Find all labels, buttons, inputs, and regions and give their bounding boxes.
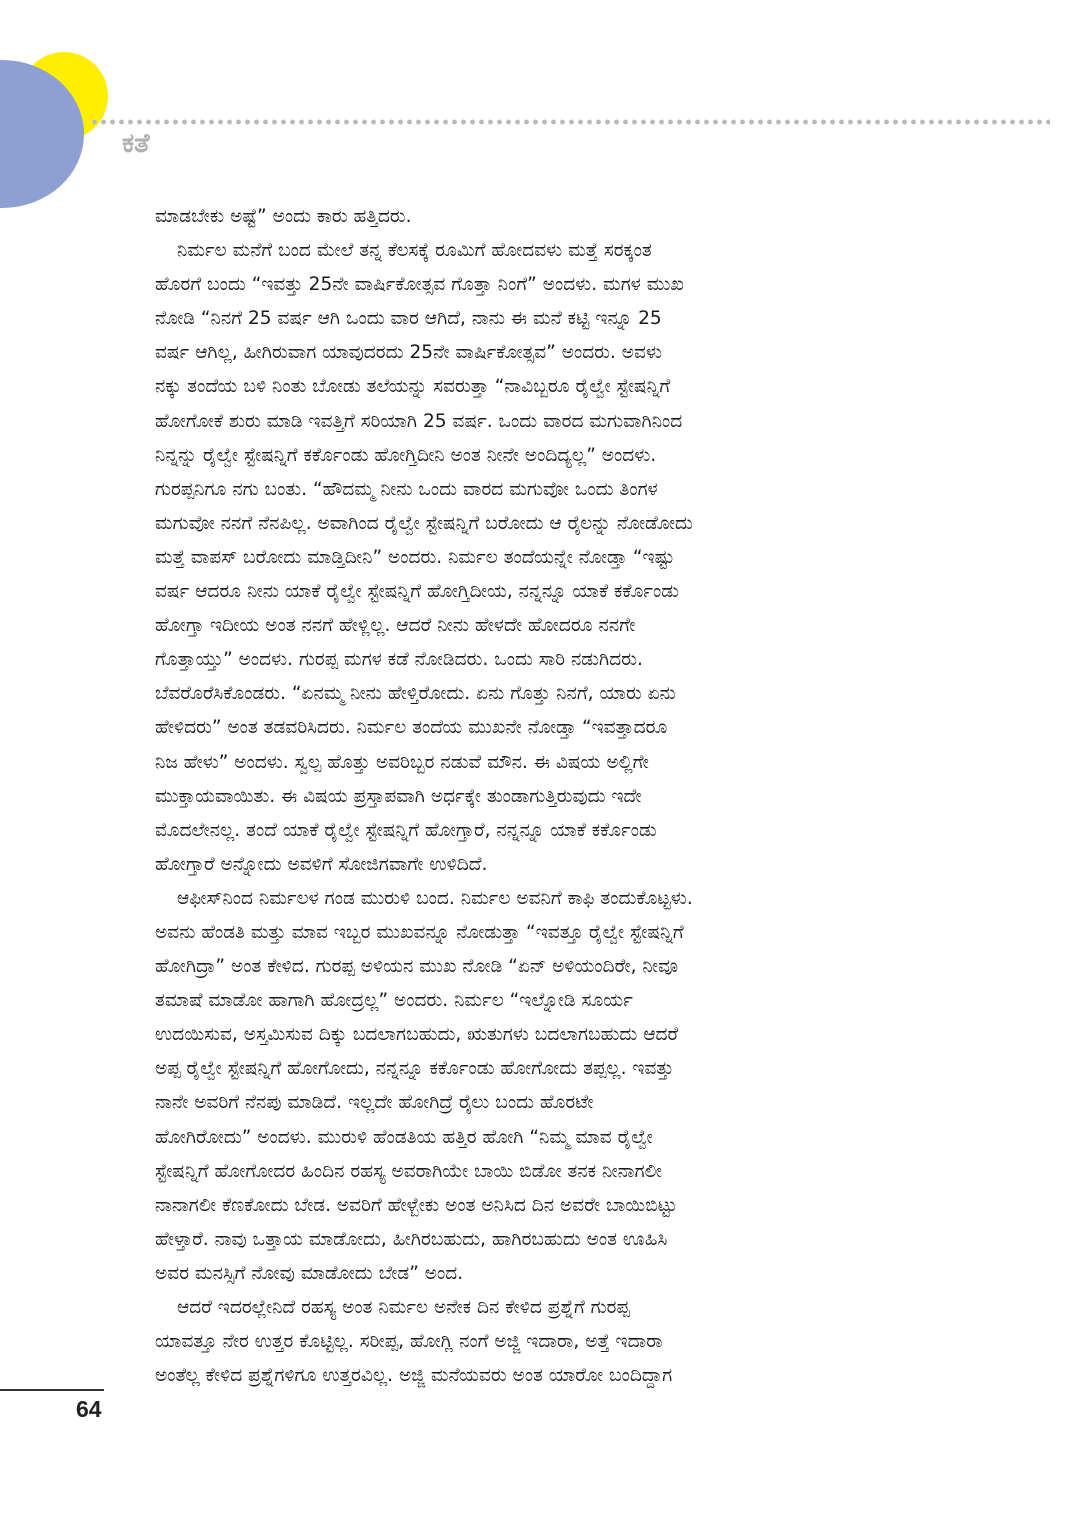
text-line: ನಿರ್ಮಲ ಮನೆಗೆ ಬಂದ ಮೇಲೆ ತನ್ನ ಕೆಲಸಕ್ಕೆ ರೂಮಿಗೆ ಹೋದವಳು ಮತ್ತೆ ಸರಕ್ಕಂತ (177, 240, 652, 262)
text-line: ನಾನೇ ಅವರಿಗೆ ನೆನಪು ಮಾಡಿದೆ. ಇಲ್ಲದೇ ಹೋಗಿದ್ರೆ ರೈಲು ಬಂದು ಹೊರಟೇ (155, 1092, 594, 1114)
text-line: ಅಂತೆಲ್ಲ ಕೇಳಿದ ಪ್ರಶ್ನೆಗಳಿಗೂ ಉತ್ತರವಿಲ್ಲ. ಅಜ್ಜಿ ಮನೆಯವರು ಅಂತ ಯಾರೋ ಬಂದಿದ್ದಾಗ (155, 1365, 673, 1387)
text-line: ಉದಯಿಸುವ, ಅಸ್ತಮಿಸುವ ದಿಕ್ಕು ಬದಲಾಗಬಹುದು, ಋತುಗಳು ಬದಲಾಗಬಹುದು ಆದರೆ (155, 1024, 679, 1046)
story-body (155, 200, 915, 1393)
header-dotted-rule (90, 119, 1050, 125)
text-line: ಹೇಳ್ತಾರೆ. ನಾವು ಒತ್ತಾಯ ಮಾಡೋದು, ಹೀಗಿರಬಹುದು, ಹಾಗಿರಬಹುದು ಅಂತ ಊಹಿಸಿ (155, 1228, 668, 1250)
text-line: ಮತ್ತೆ ವಾಪಸ್ ಬರೋದು ಮಾಡ್ತಿದೀನಿ” ಅಂದರು. ನಿರ್ಮಲ ತಂದೆಯನ್ನೇ ನೋಡ್ತಾ “ಇಷ್ಟು (155, 546, 675, 568)
text-line: ಹೋಗಿದ್ರಾ” ಅಂತ ಕೇಳಿದ. ಗುರಪ್ಪ ಅಳಿಯನ ಮುಖ ನೋಡಿ “ಏನ್ ಅಳಿಯಂದಿರೇ, ನೀವೂ (155, 956, 679, 978)
text-line: ಬೆವರೊರೆಸಿಕೊಂಡರು. “ಏನಮ್ಮ ನೀನು ಹೇಳ್ತಿರೋದು. ಏನು ಗೊತ್ತು ನಿನಗೆ, ಯಾರು ಏನು (155, 683, 676, 705)
text-line: ನಿನ್ನನ್ನು ರೈಲ್ವೇ ಸ್ಟೇಷನ್ನಿಗೆ ಕರ್ಕೊಂಡು ಹೋಗ್ತಿದೀನಿ ಅಂತ ನೀನೇ ಅಂದಿದ್ಯಲ್ಲ” ಅಂದಳು. (155, 444, 657, 466)
text-line: ಮಾಡಬೇಕು ಅಷ್ಟೆ” ಅಂದು ಕಾರು ಹತ್ತಿದರು. (155, 206, 412, 227)
page-number: 64 (76, 1396, 102, 1422)
text-line: ನಕ್ಕು ತಂದೆಯ ಬಳಿ ನಿಂತು ಬೋಡು ತಲೆಯನ್ನು ಸವರುತ್ತಾ “ನಾವಿಬ್ಬರೂ ರೈಲ್ವೇ ಸ್ಟೇಷನ್ನಿಗೆ (155, 376, 671, 398)
text-line: ತಮಾಷೆ ಮಾಡೋ ಹಾಗಾಗಿ ಹೋದ್ರಲ್ಲ” ಅಂದರು. ನಿರ್ಮಲ “ಇಲ್ನೋಡಿ ಸೂರ್ಯ (155, 990, 633, 1012)
text-line: ಆದರೆ ಇದರಲ್ಲೇನಿದೆ ರಹಸ್ಯ ಅಂತ ನಿರ್ಮಲ ಅನೇಕ ದಿನ ಕೇಳಿದ ಪ್ರಶ್ನೆಗೆ ಗುರಪ್ಪ (177, 1297, 630, 1318)
text-line: ಗುರಪ್ಪನಿಗೂ ನಗು ಬಂತು. “ಹೌದಮ್ಮ ನೀನು ಒಂದು ವಾರದ ಮಗುವೋ ಒಂದು ತಿಂಗಳ (155, 478, 658, 500)
text-line: ಸ್ಟೇಷನ್ನಿಗೆ ಹೋಗೋದರ ಹಿಂದಿನ ರಹಸ್ಯ ಅವರಾಗಿಯೇ ಬಾಯಿ ಬಿಡೋ ತನಕ ನೀನಾಗಲೀ (155, 1160, 662, 1182)
text-line: ಹೋಗ್ತಾರೆ ಅನ್ನೋದು ಅವಳಿಗೆ ಸೋಜಿಗವಾಗೇ ಉಳಿದಿದೆ. (155, 853, 488, 875)
text-line: ಅವನು ಹೆಂಡತಿ ಮತ್ತು ಮಾವ ಇಬ್ಬರ ಮುಖವನ್ನೂ ನೋಡುತ್ತಾ “ಇವತ್ತೂ ರೈಲ್ವೇ ಸ್ಟೇಷನ್ನಿಗೆ (155, 921, 684, 943)
text-line: ಆಫೀಸ್‌ನಿಂದ ನಿರ್ಮಲಳ ಗಂಡ ಮುರುಳಿ ಬಂದ. ನಿರ್ಮಲ ಅವನಿಗೆ ಕಾಫಿ ತಂದುಕೊಟ್ಟಳು. (177, 887, 693, 909)
text-line: ವರ್ಷ ಆದರೂ ನೀನು ಯಾಕೆ ರೈಲ್ವೇ ಸ್ಟೇಷನ್ನಿಗೆ ಹೋಗ್ತಿದೀಯ, ನನ್ನನ್ನೂ ಯಾಕೆ ಕರ್ಕೊಂಡು (155, 581, 679, 603)
page-number-rule (0, 1389, 104, 1391)
text-line: ಮಗುವೋ ನನಗೆ ನೆನಪಿಲ್ಲ. ಅವಾಗಿಂದ ರೈಲ್ವೇ ಸ್ಟೇಷನ್ನಿಗೆ ಬರೋದು ಆ ರೈಲನ್ನು ನೋಡೋದು (155, 512, 693, 534)
text-line: ನಾನಾಗಲೀ ಕೆಣಕೋದು ಬೇಡ. ಅವರಿಗೆ ಹೇಳ್ಬೇಕು ಅಂತ ಅನಿಸಿದ ದಿನ ಅವರೇ ಬಾಯಿಬಿಟ್ಟು (155, 1194, 678, 1216)
text-line: ವರ್ಷ ಆಗಿಲ್ಲ, ಹೀಗಿರುವಾಗ ಯಾವುದರದು 25ನೇ ವಾರ್ಷಿಕೋತ್ಸವ” ಅಂದರು. ಅವಳು (155, 342, 662, 364)
text-line: ಹೊರಗೆ ಬಂದು “ಇವತ್ತು 25ನೇ ವಾರ್ಷಿಕೋತ್ಸವ ಗೊತ್ತಾ ನಿಂಗೆ” ಅಂದಳು. ಮಗಳ ಮುಖ (155, 274, 684, 296)
text-line: ಅವರ ಮನಸ್ಸಿಗೆ ನೋವು ಮಾಡೋದು ಬೇಡ” ಅಂದ. (155, 1262, 464, 1284)
text-line: ಗೊತ್ತಾಯ್ತು” ಅಂದಳು. ಗುರಪ್ಪ ಮಗಳ ಕಡೆ ನೋಡಿದರು. ಒಂದು ಸಾರಿ ನಡುಗಿದರು. (155, 649, 643, 671)
text-line: ಮುಕ್ತಾಯವಾಯಿತು. ಈ ವಿಷಯ ಪ್ರಸ್ತಾಪವಾಗಿ ಅರ್ಧಕ್ಕೇ ತುಂಡಾಗುತ್ತಿರುವುದು ಇದೇ (155, 785, 642, 807)
text-line: ಮೊದಲೇನಲ್ಲ. ತಂದೆ ಯಾಕೆ ರೈಲ್ವೇ ಸ್ಟೇಷನ್ನಿಗೆ ಹೋಗ್ತಾರೆ, ನನ್ನನ್ನೂ ಯಾಕೆ ಕರ್ಕೊಂಡು (155, 819, 657, 841)
section-label: ಕತೆ (122, 128, 150, 159)
text-line: ಹೋಗಿರೋದು” ಅಂದಳು. ಮುರುಳಿ ಹೆಂಡತಿಯ ಹತ್ತಿರ ಹೋಗಿ “ನಿಮ್ಮ ಮಾವ ರೈಲ್ವೇ (155, 1126, 653, 1148)
text-line: ಅಪ್ಪ ರೈಲ್ವೇ ಸ್ಟೇಷನ್ನಿಗೆ ಹೋಗೋದು, ನನ್ನನ್ನೂ ಕರ್ಕೊಂಡು ಹೋಗೋದು ತಪ್ಪಲ್ಲ. ಇವತ್ತು (155, 1058, 674, 1080)
text-line: ಹೋಗೋಕೆ ಶುರು ಮಾಡಿ ಇವತ್ತಿಗೆ ಸರಿಯಾಗಿ 25 ವರ್ಷ. ಒಂದು ವಾರದ ಮಗುವಾಗಿನಿಂದ (155, 410, 683, 432)
text-line: ಹೋಗ್ತಾ ಇದೀಯ ಅಂತ ನನಗೆ ಹೇಳ್ಲಿಲ್ಲ. ಆದರೆ ನೀನು ಹೇಳದೇ ಹೋದರೂ ನನಗೇ (155, 615, 636, 637)
text-line: ನಿಜ ಹೇಳು” ಅಂದಳು. ಸ್ವಲ್ಪ ಹೊತ್ತು ಅವರಿಬ್ಬರ ನಡುವೆ ಮೌನ. ಈ ವಿಷಯ ಅಲ್ಲಿಗೇ (155, 751, 649, 773)
text-line: ಯಾವತ್ತೂ ನೇರ ಉತ್ತರ ಕೊಟ್ಟಿಲ್ಲ. ಸರೀಪ್ಪ, ಹೋಗ್ಲಿ ನಂಗೆ ಅಜ್ಜಿ ಇದಾರಾ, ಅತ್ತೆ ಇದಾರಾ (155, 1331, 663, 1353)
text-line: ನೋಡಿ “ನಿನಗೆ 25 ವರ್ಷ ಆಗಿ ಒಂದು ವಾರ ಆಗಿದೆ, ನಾನು ಈ ಮನೆ ಕಟ್ಟಿ ಇನ್ನೂ 25 (155, 308, 662, 330)
text-line: ಹೇಳಿದರು” ಅಂತ ತಡವರಿಸಿದರು. ನಿರ್ಮಲ ತಂದೆಯ ಮುಖನೇ ನೋಡ್ತಾ “ಇವತ್ತಾದರೂ (155, 717, 668, 739)
